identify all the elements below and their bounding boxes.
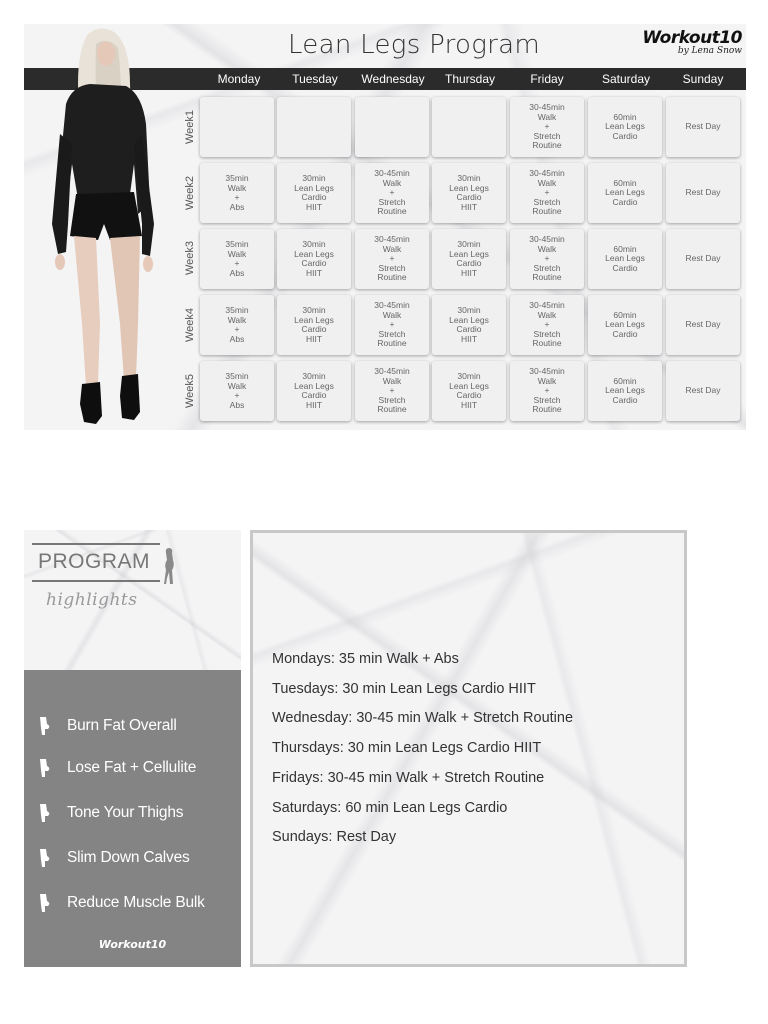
model-figure-illustration (38, 24, 188, 430)
highlight-item (36, 714, 177, 738)
cell-week2-sunday: Rest Day (666, 163, 740, 223)
figure-silhouette-icon (161, 546, 177, 586)
day-sunday: Sunday (682, 72, 724, 86)
highlight-text: Burn Fat Overall (67, 717, 177, 734)
day-friday: Friday (530, 72, 564, 86)
cell-week2-tuesday: 30min Lean Legs Cardio HIIT (277, 163, 351, 223)
brand-logo-text: Workout10 (642, 28, 742, 48)
week-label-4: Week4 (184, 307, 196, 343)
heading-rule-bottom (32, 580, 160, 582)
cell-week3-thursday: 30min Lean Legs Cardio HIIT (432, 229, 506, 289)
cell-week4-thursday: 30min Lean Legs Cardio HIIT (432, 295, 506, 355)
cell-week5-wednesday: 30-45min Walk + Stretch Routine (355, 361, 429, 421)
cell-week4-friday: 30-45min Walk + Stretch Routine (510, 295, 584, 355)
day-thursday: Thursday (444, 72, 496, 86)
program-calendar (24, 24, 746, 430)
week-label-3: Week3 (184, 240, 196, 276)
cell-week3-saturday: 60min Lean Legs Cardio (588, 229, 662, 289)
summary-line: Wednesday: 30-45 min Walk + Stretch Routine (272, 710, 574, 726)
highlight-text: Slim Down Calves (67, 849, 190, 866)
highlight-item (36, 846, 190, 870)
highlight-item (36, 756, 196, 780)
cell-week2-thursday: 30min Lean Legs Cardio HIIT (432, 163, 506, 223)
highlights-subheading: highlights (46, 590, 138, 610)
day-saturday: Saturday (601, 72, 651, 86)
cell-week1-monday (200, 97, 274, 157)
week-label-2: Week2 (184, 175, 196, 211)
leg-bullet-icon (36, 758, 52, 778)
cell-week3-monday: 35min Walk + Abs (200, 229, 274, 289)
cell-week3-sunday: Rest Day (666, 229, 740, 289)
highlights-header (24, 530, 241, 670)
calendar-title: Lean Legs Program (287, 30, 541, 60)
cell-week1-wednesday (355, 97, 429, 157)
cell-week2-friday: 30-45min Walk + Stretch Routine (510, 163, 584, 223)
cell-week5-thursday: 30min Lean Legs Cardio HIIT (432, 361, 506, 421)
highlight-text: Reduce Muscle Bulk (67, 894, 205, 911)
cell-week1-tuesday (277, 97, 351, 157)
weekly-summary-panel (250, 530, 687, 967)
leg-bullet-icon (36, 803, 52, 823)
highlight-item (36, 891, 205, 915)
leg-bullet-icon (36, 716, 52, 736)
day-monday: Monday (217, 72, 261, 86)
cell-week2-monday: 35min Walk + Abs (200, 163, 274, 223)
cell-week1-sunday: Rest Day (666, 97, 740, 157)
day-wednesday: Wednesday (361, 72, 425, 86)
cell-week1-friday: 30-45min Walk + Stretch Routine (510, 97, 584, 157)
week-label-1: Week1 (184, 109, 196, 145)
summary-line: Fridays: 30-45 min Walk + Stretch Routine (272, 770, 545, 786)
brand-logo (642, 28, 742, 56)
cell-week2-wednesday: 30-45min Walk + Stretch Routine (355, 163, 429, 223)
day-tuesday: Tuesday (292, 72, 338, 86)
cell-week4-tuesday: 30min Lean Legs Cardio HIIT (277, 295, 351, 355)
highlight-text: Tone Your Thighs (67, 804, 184, 821)
summary-line: Thursdays: 30 min Lean Legs Cardio HIIT (272, 740, 542, 756)
cell-week4-sunday: Rest Day (666, 295, 740, 355)
cell-week5-friday: 30-45min Walk + Stretch Routine (510, 361, 584, 421)
summary-line: Tuesdays: 30 min Lean Legs Cardio HIIT (272, 681, 536, 697)
leg-bullet-icon (36, 893, 52, 913)
highlight-text: Lose Fat + Cellulite (67, 759, 197, 776)
cell-week4-monday: 35min Walk + Abs (200, 295, 274, 355)
cell-week4-saturday: 60min Lean Legs Cardio (588, 295, 662, 355)
heading-rule-top (32, 543, 160, 545)
highlights-heading: PROGRAM (38, 550, 151, 573)
cell-week1-saturday: 60min Lean Legs Cardio (588, 97, 662, 157)
cell-week1-thursday (432, 97, 506, 157)
summary-line: Mondays: 35 min Walk + Abs (272, 651, 459, 667)
cell-week3-tuesday: 30min Lean Legs Cardio HIIT (277, 229, 351, 289)
highlights-list (24, 670, 241, 967)
cell-week5-tuesday: 30min Lean Legs Cardio HIIT (277, 361, 351, 421)
cell-week5-saturday: 60min Lean Legs Cardio (588, 361, 662, 421)
cell-week5-sunday: Rest Day (666, 361, 740, 421)
summary-line: Sundays: Rest Day (272, 829, 397, 845)
cell-week2-saturday: 60min Lean Legs Cardio (588, 163, 662, 223)
cell-week3-friday: 30-45min Walk + Stretch Routine (510, 229, 584, 289)
cell-week5-monday: 35min Walk + Abs (200, 361, 274, 421)
cell-week4-wednesday: 30-45min Walk + Stretch Routine (355, 295, 429, 355)
cell-week3-wednesday: 30-45min Walk + Stretch Routine (355, 229, 429, 289)
brand-byline: by Lena Snow (677, 46, 742, 56)
week-label-5: Week5 (184, 373, 196, 409)
program-highlights-panel (24, 530, 241, 967)
footer-logo: Workout10 (98, 938, 167, 951)
summary-line: Saturdays: 60 min Lean Legs Cardio (272, 800, 508, 816)
leg-bullet-icon (36, 848, 52, 868)
highlight-item (36, 801, 183, 825)
